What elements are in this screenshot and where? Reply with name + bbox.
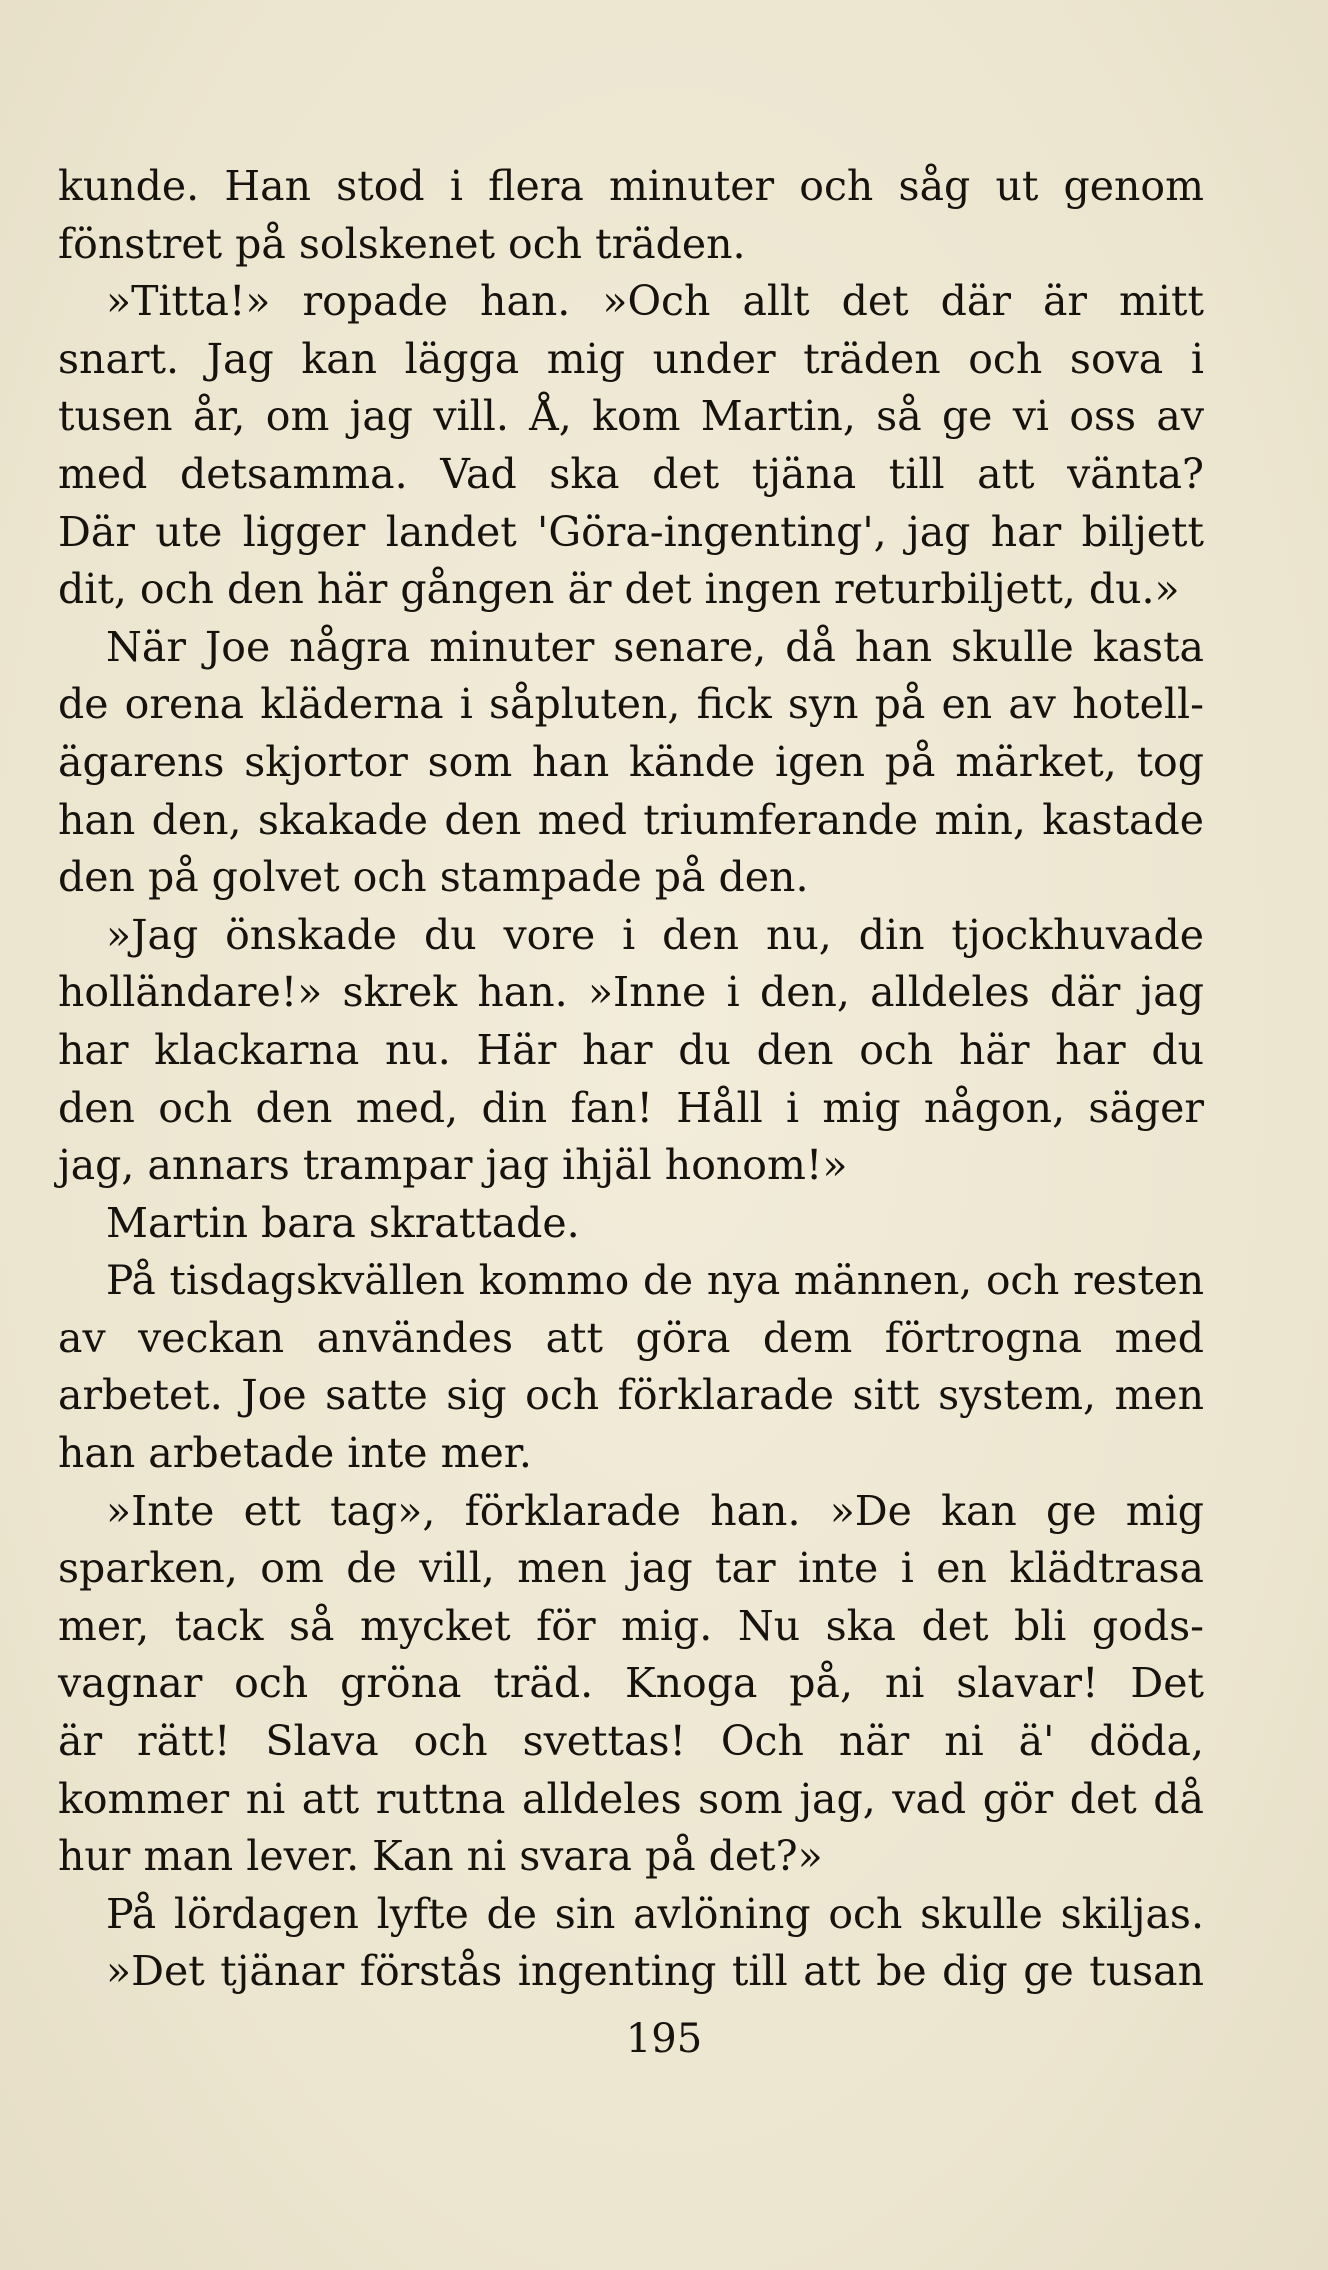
text-line: ägarens skjortor som han kände igen på märket, tog — [58, 737, 1204, 786]
text-line: av veckan användes att göra dem förtrogna med — [58, 1313, 1204, 1362]
text-line: han arbetade inte mer. — [58, 1429, 532, 1478]
text-line: är rätt! Slava och svettas! Och när ni ä' döda, — [58, 1717, 1204, 1766]
page-number: 195 — [625, 2016, 703, 2062]
text-line: sparken, om de vill, men jag tar inte i en klädtrasa — [58, 1544, 1204, 1593]
text-line: Martin bara skrattade. — [106, 1198, 580, 1247]
text-line: På tisdagskvällen kommo de nya männen, och resten — [106, 1256, 1204, 1305]
text-line: »Inte ett tag», förklarade han. »De kan ge mig — [106, 1486, 1204, 1535]
text-line: de orena kläderna i såpluten, fick syn på en av hotell- — [58, 680, 1204, 729]
text-line: »Titta!» ropade han. »Och allt det där är mitt — [106, 277, 1204, 326]
text-line: har klackarna nu. Här har du den och här har du — [58, 1025, 1204, 1074]
text-line: vagnar och gröna träd. Knoga på, ni slavar! Det — [58, 1659, 1204, 1708]
text-line: arbetet. Joe satte sig och förklarade sitt system, men — [58, 1371, 1204, 1420]
text-line: han den, skakade den med triumferande min, kastade — [58, 795, 1204, 844]
text-line: dit, och den här gången är det ingen returbiljett, du.» — [58, 565, 1180, 614]
text-line: den och den med, din fan! Håll i mig någon, säger — [58, 1083, 1204, 1132]
text-line: hur man lever. Kan ni svara på det?» — [58, 1832, 823, 1881]
text-line: kunde. Han stod i flera minuter och såg ut genom — [58, 162, 1204, 210]
text-line: snart. Jag kan lägga mig under träden och sova i — [58, 334, 1204, 383]
text-line: jag, annars trampar jag ihjäl honom!» — [58, 1141, 848, 1190]
text-line: »Jag önskade du vore i den nu, din tjockhuvade — [106, 910, 1204, 959]
text-line: På lördagen lyfte de sin avlöning och skulle skiljas. — [106, 1889, 1204, 1938]
body-text — [58, 158, 1204, 2001]
text-line: tusen år, om jag vill. Å, kom Martin, så ge vi oss av — [58, 392, 1204, 441]
text-line: holländare!» skrek han. »Inne i den, alldeles där jag — [58, 968, 1204, 1017]
text-line: Där ute ligger landet 'Göra-ingenting', jag har biljett — [58, 507, 1204, 556]
text-line: fönstret på solskenet och träden. — [58, 219, 746, 268]
text-line: När Joe några minuter senare, då han skulle kasta — [106, 622, 1204, 671]
text-line: med detsamma. Vad ska det tjäna till att vänta? — [58, 449, 1204, 498]
text-line: kommer ni att ruttna alldeles som jag, vad gör det då — [58, 1774, 1204, 1823]
text-line: mer, tack så mycket för mig. Nu ska det bli gods- — [58, 1601, 1204, 1650]
text-line: den på golvet och stampade på den. — [58, 853, 809, 902]
text-line: »Det tjänar förstås ingenting till att be dig ge tusan — [106, 1947, 1204, 1996]
